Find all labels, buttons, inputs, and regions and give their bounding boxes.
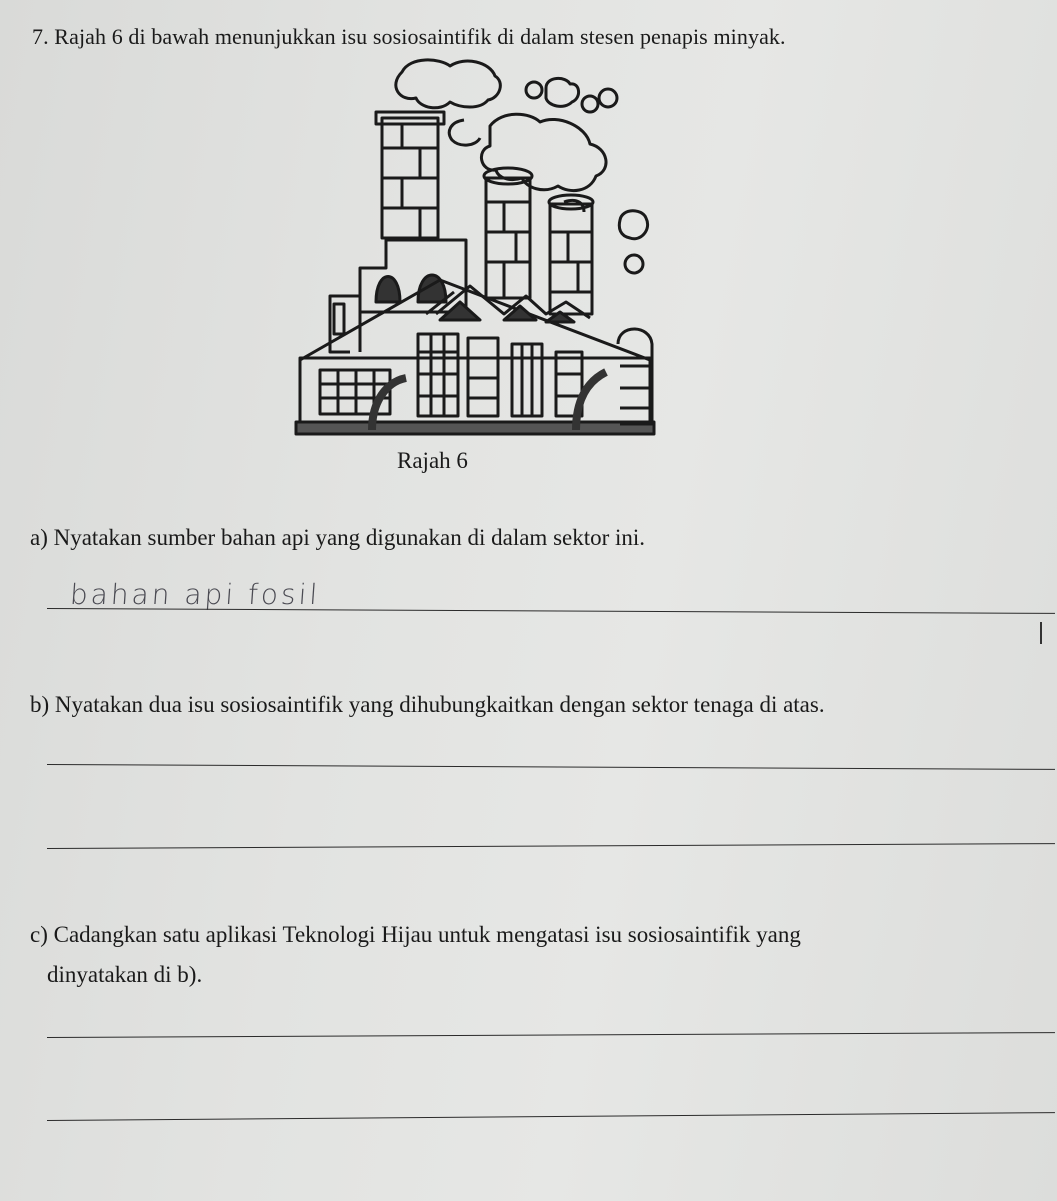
part-b-question: b) Nyatakan dua isu sosiosaintifik yang dihubungkaitkan dengan sektor tenaga di atas.: [30, 692, 825, 717]
part-c-question-line1: c) Cadangkan satu aplikasi Teknologi Hijau untuk mengatasi isu sosiosaintifik yang: [30, 922, 801, 947]
answer-line-b1[interactable]: [47, 764, 1055, 770]
figure-caption: Rajah 6: [397, 448, 468, 473]
answer-line-c1[interactable]: [47, 1032, 1055, 1038]
margin-mark: [1040, 622, 1042, 644]
part-c-question-line2: dinyatakan di b).: [47, 962, 203, 987]
part-a-question: a) Nyatakan sumber bahan api yang digunakan di dalam sektor ini.: [30, 525, 646, 550]
question-title: 7. Rajah 6 di bawah menunjukkan isu sosiosaintifik di dalam stesen penapis minyak.: [32, 24, 786, 49]
part-a-answer[interactable]: bahan api fosil: [68, 578, 322, 611]
answer-line-b2[interactable]: [47, 843, 1055, 849]
answer-line-c2[interactable]: [47, 1112, 1055, 1121]
factory-illustration: [290, 52, 670, 442]
